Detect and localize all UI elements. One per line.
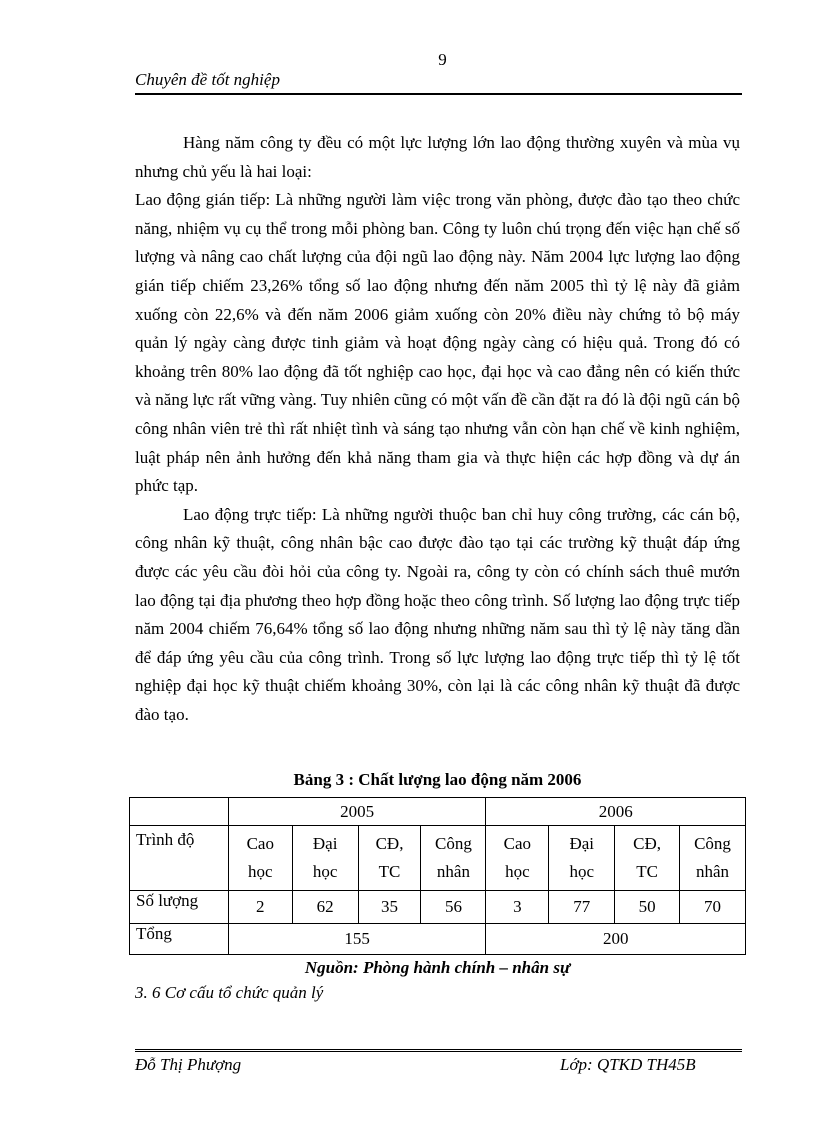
count-cell: 77 — [549, 891, 615, 924]
level-line: Đại — [569, 834, 594, 853]
level-line: học — [248, 862, 273, 881]
level-line: học — [505, 862, 530, 881]
section-heading: 3. 6 Cơ cấu tổ chức quản lý — [135, 983, 324, 1002]
footer-author: Đỗ Thị Phượng — [135, 1055, 242, 1074]
level-line: học — [312, 862, 338, 881]
table-source: Nguồn: Phòng hành chính – nhân sự — [304, 958, 571, 977]
level-line: Cao — [246, 834, 274, 853]
paragraph-indirect-labor: Lao động gián tiếp: Là những người làm việc trong văn phòng, được đào tạo theo chức năng, nhiệm vụ cụ thể trong mỗi phòng ban. Công ty luôn chú trọng đến việc hạn chế số lượng và nâng cao chất lượng của đội ngũ lao động này. Năm 2004 lực lượng lao động gián tiếp chiếm 23,26% tổng số lao động nhưng đến năm 2005 thì tỷ lệ này đã giảm xuống còn 22,6% và đến năm 2006 giảm xuống còn 20% điều này chứng tỏ bộ máy quản lý ngày càng được tinh giảm và hoạt động ngày càng có hiệu quả. Trong đó có khoảng trên 80% lao động đã tốt nghiệp cao học, đại học và cao đẳng nên có kiến thức và năng lực rất vững vàng. Tuy nhiên cũng có một vấn đề cần đặt ra đó là đội ngũ cán bộ công nhân viên trẻ thì rất nhiệt tình và sáng tạo nhưng vẫn còn hạn chế về kinh nghiệm, luật pháp nên ảnh hưởng đến khả năng tham gia và thực hiện các hợp đồng và dự án phức tạp. — [135, 190, 740, 496]
count-cell: 50 — [615, 891, 680, 924]
level-cell — [486, 826, 549, 891]
paragraph-intro: Hàng năm công ty đều có một lực lượng lớn lao động thường xuyên và mùa vụ nhưng chủ yếu là hai loại: — [135, 133, 740, 181]
level-line: Cao — [503, 834, 532, 853]
level-cell — [358, 826, 421, 891]
level-line: CĐ, — [633, 834, 662, 853]
total-2006: 200 — [486, 924, 746, 955]
table-row-years — [130, 798, 746, 826]
table-row-counts — [130, 891, 746, 924]
count-cell: 70 — [680, 891, 746, 924]
level-line: TC — [636, 862, 658, 881]
level-line: Công — [694, 834, 731, 853]
count-cell: 2 — [228, 891, 292, 924]
level-cell — [292, 826, 358, 891]
footer-rule — [135, 1049, 742, 1052]
level-line: Công — [435, 834, 472, 853]
level-line: nhân — [436, 862, 470, 881]
level-cell — [680, 826, 746, 891]
level-cell — [228, 826, 292, 891]
table-row-levels — [130, 826, 746, 891]
level-line: nhân — [695, 862, 730, 881]
total-2005: 155 — [228, 924, 486, 955]
level-cell — [549, 826, 615, 891]
level-line: CĐ, — [375, 834, 404, 853]
level-cell — [421, 826, 486, 891]
header-rule — [135, 93, 742, 95]
count-cell: 62 — [292, 891, 358, 924]
row-label-total: Tổng — [130, 924, 229, 955]
footer-class: Lớp: QTKD TH45B — [560, 1055, 696, 1074]
year-header-2006: 2006 — [486, 798, 746, 826]
year-header-2005: 2005 — [228, 798, 486, 826]
level-line: học — [569, 862, 594, 881]
table-caption: Bảng 3 : Chất lượng lao động năm 2006 — [293, 770, 582, 789]
level-line: TC — [378, 862, 401, 881]
row-label-count: Số lượng — [130, 891, 229, 924]
count-cell: 35 — [358, 891, 421, 924]
count-cell: 3 — [486, 891, 549, 924]
page-number: 9 — [438, 50, 447, 69]
labor-quality-table — [129, 797, 746, 955]
table-corner-cell — [130, 798, 229, 826]
count-cell: 56 — [421, 891, 486, 924]
row-label-level: Trình độ — [130, 826, 229, 891]
table-row-totals — [130, 924, 746, 955]
level-line: Đại — [312, 834, 338, 853]
body-text — [135, 129, 740, 729]
level-cell — [615, 826, 680, 891]
header-title: Chuyên đề tốt nghiệp — [135, 70, 280, 89]
paragraph-direct-labor: Lao động trực tiếp: Là những người thuộc ban chỉ huy công trường, các cán bộ, công nhân kỹ thuật, công nhân bậc cao được đào tạo tại các trường kỹ thuật đáp ứng được các yêu cầu đòi hỏi của công ty. Ngoài ra, công ty còn có chính sách thuê mướn lao động tại địa phương theo hợp đồng hoặc theo công trình. Số lượng lao động trực tiếp năm 2004 chiếm 76,64% tổng số lao động nhưng những năm sau thì tỷ lệ này tăng dần để đáp ứng yêu cầu của công trình. Trong số lực lượng lao động trực tiếp thì tỷ lệ tốt nghiệp đại học kỹ thuật chiếm khoảng 30%, còn lại là các công nhân kỹ thuật đã được đào tạo. — [135, 504, 740, 724]
